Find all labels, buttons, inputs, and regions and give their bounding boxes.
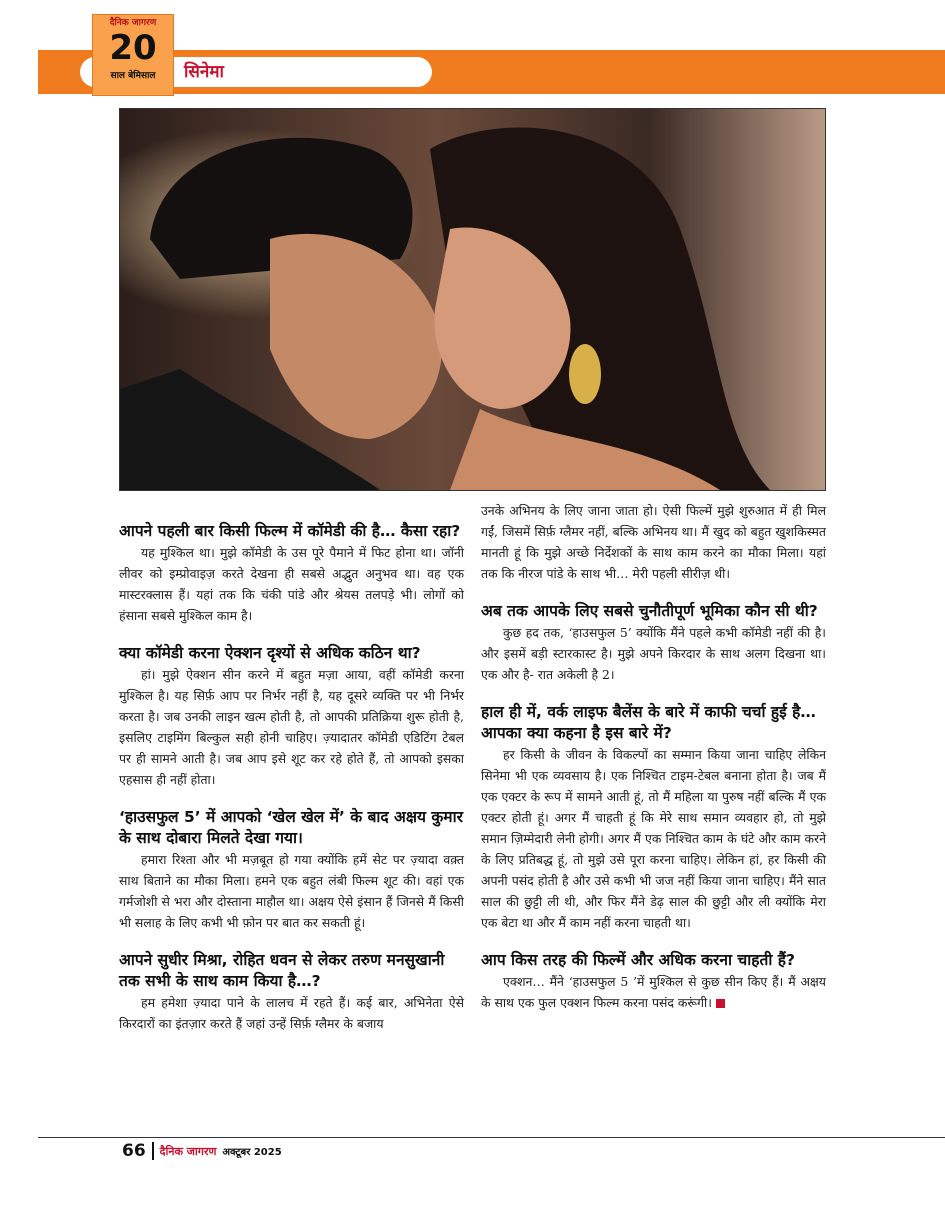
question-heading: आप किस तरह की फिल्में और अधिक करना चाहती हैं? bbox=[481, 951, 795, 969]
end-mark-icon bbox=[716, 999, 725, 1008]
footer-date: अक्टूबर 2025 bbox=[222, 1147, 282, 1158]
answer-paragraph: हम हमेशा ज़्यादा पाने के लालच में रहते हैं। कई बार, अभिनेता ऐसे किरदारों का इंतज़ार करते हैं जहां उन्हें सिर्फ़ ग्लैमर के बजाय bbox=[119, 995, 464, 1031]
badge-number: 20 bbox=[109, 28, 157, 68]
answer-paragraph: कुछ हद तक, ‘हाउसफुल 5’ क्योंकि मैंने पहले कभी कॉमेडी नहीं की है। और इसमें बड़ी स्टारकास्ट है। मुझे अपने किरदार के साथ अलग दिखना था। एक और है- रात अकेली है 2। bbox=[481, 625, 826, 682]
question-heading: क्या कॉमेडी करना ऐक्शन दृश्यों से अधिक कठिन था? bbox=[119, 644, 421, 662]
qa-block bbox=[119, 521, 464, 626]
badge-caption: साल बेमिसाल bbox=[110, 71, 156, 81]
footer-rule bbox=[38, 1137, 945, 1138]
question-heading: अब तक आपके लिए सबसे चुनौतीपूर्ण भूमिका कौन सी थी? bbox=[481, 602, 818, 620]
question-heading: ‘हाउसफुल 5’ में आपको ‘खेल खेल में’ के बाद अक्षय कुमार के साथ दोबारा मिलते देखा गया। bbox=[119, 808, 463, 847]
answer-paragraph: हां। मुझे ऐक्शन सीन करने में बहुत मज़ा आया, वहीं कॉमेडी करना मुश्किल है। यह सिर्फ़ आप पर निर्भर नहीं है, यह दूसरे व्यक्ति पर भी निर्भर करता है। जब उनकी लाइन खत्म होती है, तो आपकी प्रतिक्रिया शुरू होती है, इसलिए टाइमिंग बिल्कुल सही होनी चाहिए। ज़्यादातर कॉमेडी एडिटिंग टेबल पर ही सामने आती है। जब आप इसे शूट कर रहे होते हैं, तो आपको इसका एहसास ही नहीं होता। bbox=[119, 667, 464, 787]
answer-paragraph: हमारा रिश्ता और भी मज़बूत हो गया क्योंकि हमें सेट पर ज़्यादा वक़्त साथ बिताने का मौका मिला। हमने एक बहुत लंबी फिल्म शूट की। वहां एक गर्मजोशी से भरा और दोस्ताना माहौल था। अक्षय ऐसे इंसान हैं जिनसे मैं किसी भी सलाह के लिए कभी भी फ़ोन पर बात कर सकती हूं। bbox=[119, 852, 464, 930]
qa-block bbox=[119, 807, 464, 933]
answer-paragraph: हर किसी के जीवन के विकल्पों का सम्मान किया जाना चाहिए लेकिन सिनेमा भी एक व्यवसाय है। एक निश्चित टाइम-टेबल बनाना होता है। जब मैं एक एक्टर के रूप में सामने आती हूं, तो मैं महिला या पुरुष नहीं बल्कि मैं एक एक्टर होती हूं। अगर मैं चाहती हूं कि मेरे साथ समान व्यवहार हो, तो मुझे समान ज़िम्मेदारी लेनी होगी। अगर मैं एक निश्चित काम के घंटे और काम करने के लिए प्रतिबद्ध हूं, तो मुझे उसे पूरा करना चाहिए। लेकिन हां, हर किसी की अपनी पसंद होती है और उसे कभी भी जज नहीं किया जाना चाहिए। मैंने सात साल की छुट्टी ली थी, और फिर मैंने डेढ़ साल की छुट्टी और ली क्योंकि मेरा एक बेटा था और मैं काम नहीं करना चाहती था। bbox=[481, 747, 826, 930]
section-label: सिनेमा bbox=[184, 62, 224, 82]
article-column-right bbox=[481, 500, 826, 1013]
footer-divider bbox=[152, 1142, 154, 1160]
badge-brand: दैनिक जागरण bbox=[109, 18, 157, 28]
answer-text: एक्शन… मैंने ‘हाउसफुल 5 ’में मुश्किल से कुछ सीन किए हैं। मैं अक्षय के साथ एक फुल एक्शन फिल्म करना पसंद करूंगी। bbox=[481, 974, 826, 1010]
photo-illustration bbox=[120, 109, 825, 490]
article-photo bbox=[119, 108, 826, 491]
continuation-paragraph: उनके अभिनय के लिए जाना जाता हो। ऐसी फिल्में मुझे शुरुआत में ही मिल गईं, जिसमें सिर्फ़ ग्लैमर नहीं, बल्कि अभिनय था। मैं खुद को बहुत खुशकिस्मत मानती हूं कि मुझे अच्छे निर्देशकों के साथ काम करने का मौका मिला। यहां तक कि नीरज पांडे के साथ भी… मेरी पहली सीरीज़ थी। bbox=[481, 503, 826, 581]
footer-brand: दैनिक जागरण bbox=[159, 1144, 217, 1158]
answer-paragraph: यह मुश्किल था। मुझे कॉमेडी के उस पूरे पैमाने में फिट होना था। जॉनी लीवर को इम्प्रोवाइज़ करते देखना ही सबसे अद्भुत अनुभव था। वह एक मास्टरक्लास हैं। यहां तक कि चंकी पांडे और श्रेयस तलपड़े भी। लोगों को हंसाना सबसे मुश्किल काम है। bbox=[119, 545, 464, 623]
question-heading: आपने सुधीर मिश्रा, रोहित धवन से लेकर तरुण मनसुखानी तक सभी के साथ काम किया है…? bbox=[119, 951, 445, 990]
question-heading: हाल ही में, वर्क लाइफ बैलेंस के बारे में काफी चर्चा हुई है… आपका क्या कहना है इस बारे में? bbox=[481, 703, 816, 742]
qa-block bbox=[119, 950, 464, 1034]
qa-block bbox=[119, 643, 464, 790]
page-footer bbox=[122, 1141, 282, 1161]
page-number: 66 bbox=[122, 1141, 146, 1161]
qa-block bbox=[481, 601, 826, 685]
question-heading: आपने पहली बार किसी फिल्म में कॉमेडी की है… कैसा रहा? bbox=[119, 522, 461, 540]
anniversary-badge bbox=[92, 14, 174, 96]
answer-paragraph bbox=[481, 971, 826, 1013]
article-column-left bbox=[119, 508, 464, 1034]
qa-block bbox=[481, 950, 826, 1013]
qa-block bbox=[481, 702, 826, 933]
